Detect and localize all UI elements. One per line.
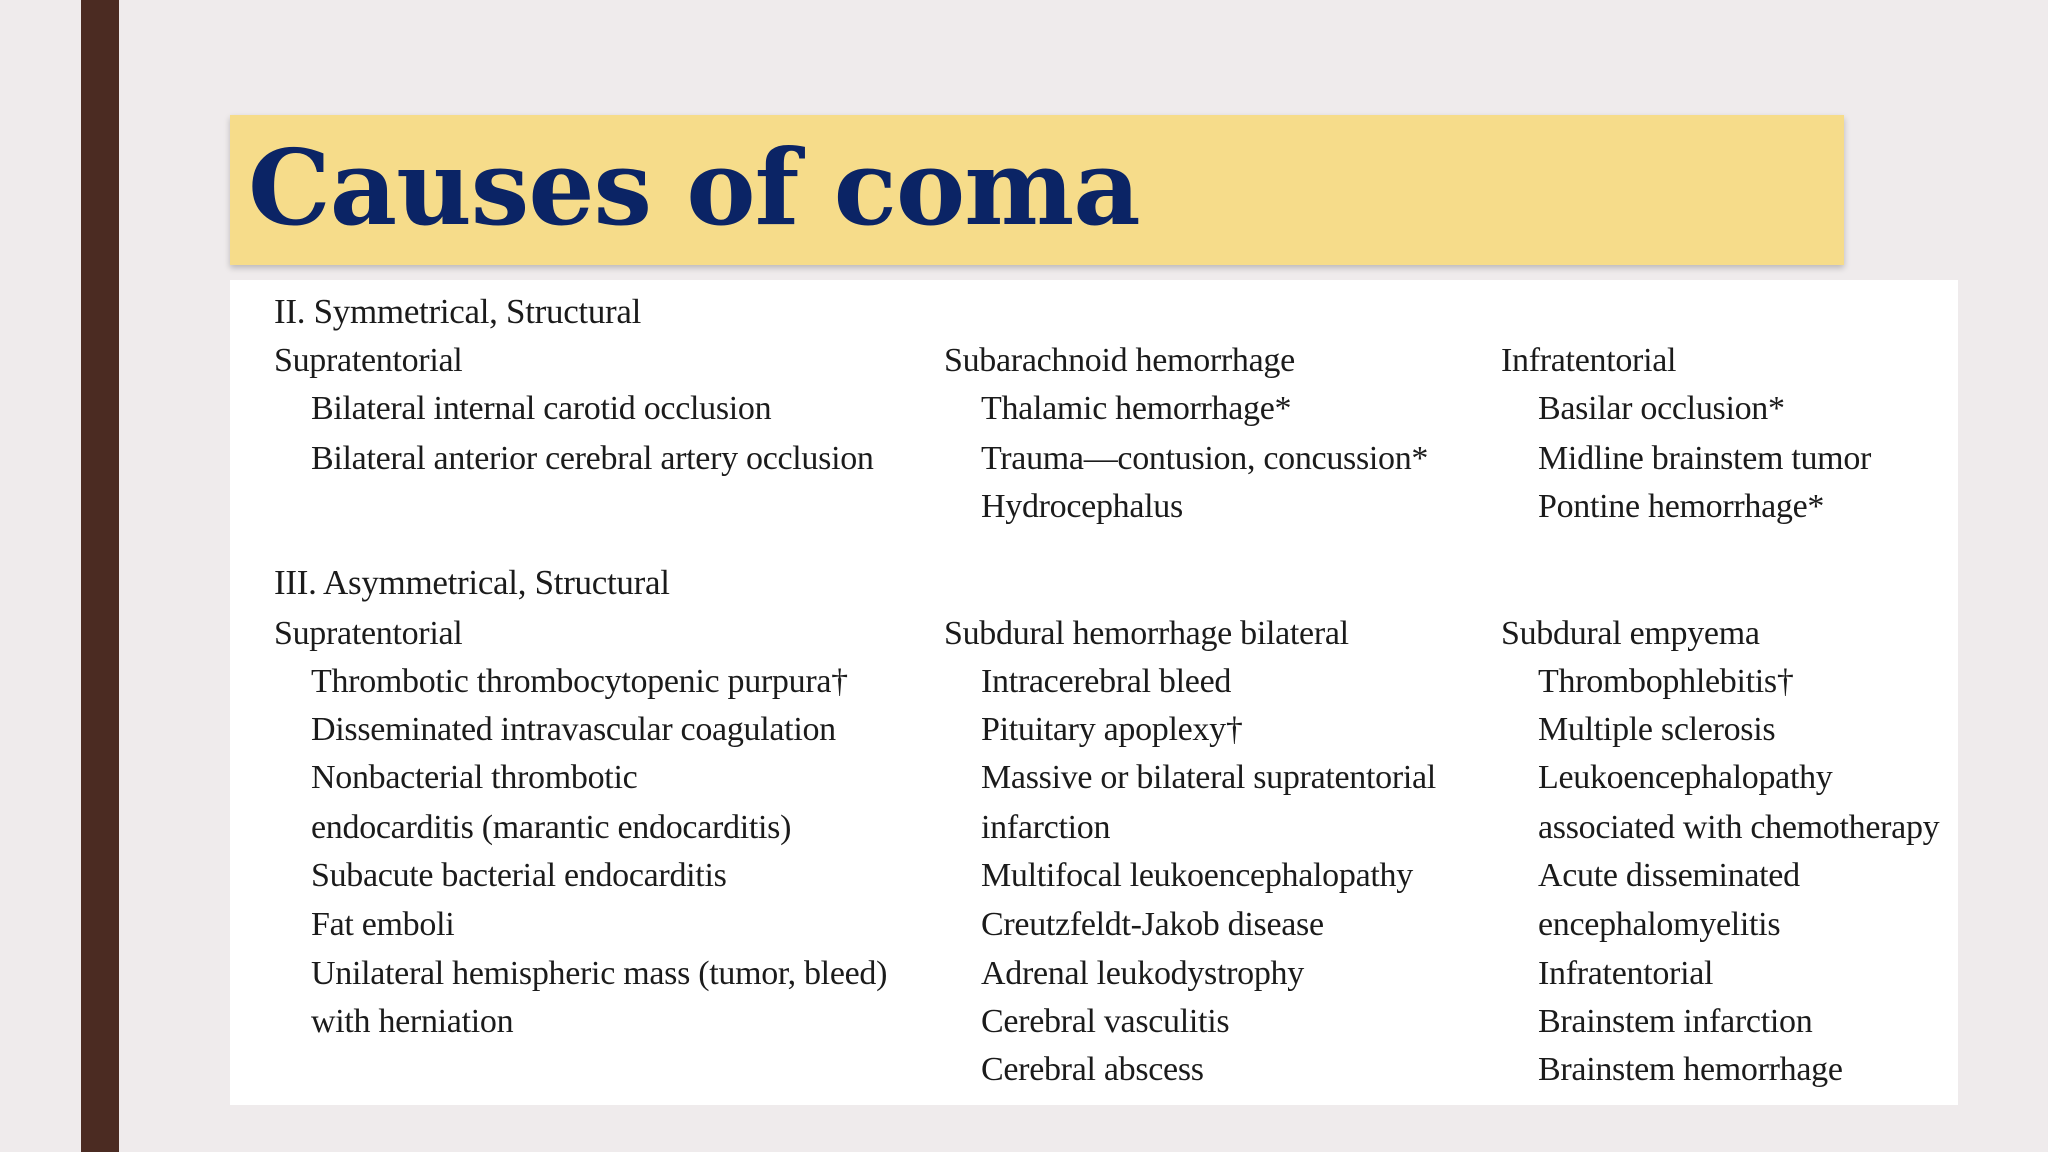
slide-title: Causes of coma xyxy=(248,126,1140,249)
section-3-col3-item: encephalomyelitis xyxy=(1538,906,1781,943)
section-2-col2-item: Hydrocephalus xyxy=(981,488,1183,525)
section-3-col2-item: Cerebral vasculitis xyxy=(981,1003,1230,1040)
section-3-col3-item: associated with chemotherapy xyxy=(1538,809,1940,846)
section-2-col3-item: Basilar occlusion* xyxy=(1538,390,1785,427)
section-3-col1-item: Nonbacterial thrombotic xyxy=(311,759,638,796)
section-2-col3-item: Pontine hemorrhage* xyxy=(1538,488,1825,525)
section-3-col1-item: Subacute bacterial endocarditis xyxy=(311,857,727,894)
title-band xyxy=(230,115,1844,265)
section-3-col1-item: Unilateral hemispheric mass (tumor, bleed) xyxy=(311,955,888,992)
section-3-col3-item: Leukoencephalopathy xyxy=(1538,759,1833,796)
section-2-col2-item: Thalamic hemorrhage* xyxy=(981,390,1292,427)
section-3-col2-item: Cerebral abscess xyxy=(981,1051,1204,1088)
section-3-col3-item: Infratentorial xyxy=(1538,955,1714,992)
section-3-col1-item: endocarditis (marantic endocarditis) xyxy=(311,809,792,846)
side-accent-bar xyxy=(81,0,119,1152)
section-3-col2-item: infarction xyxy=(981,809,1111,846)
causes-table-image xyxy=(230,280,1958,1105)
section-3-col2-header: Subdural hemorrhage bilateral xyxy=(944,615,1349,652)
section-3-col3-item: Acute disseminated xyxy=(1538,857,1800,894)
section-3-col3-item: Multiple sclerosis xyxy=(1538,711,1776,748)
section-2-col3-header: Infratentorial xyxy=(1501,342,1677,379)
section-3-col1-item: with herniation xyxy=(311,1003,514,1040)
section-3-col2-item: Creutzfeldt-Jakob disease xyxy=(981,906,1324,943)
section-3-col2-item: Multifocal leukoencephalopathy xyxy=(981,857,1413,894)
section-3-col3-item: Brainstem infarction xyxy=(1538,1003,1813,1040)
section-2-col3-item: Midline brainstem tumor xyxy=(1538,440,1872,477)
section-3-col1-header: Supratentorial xyxy=(274,615,463,652)
section-2-col1-item: Bilateral internal carotid occlusion xyxy=(311,390,772,427)
section-3-col3-item: Brainstem hemorrhage xyxy=(1538,1051,1843,1088)
section-2-col1-item: Bilateral anterior cerebral artery occlusion xyxy=(311,440,874,477)
section-3-col3-item: Thrombophlebitis† xyxy=(1538,663,1794,700)
section-3-col1-item: Disseminated intravascular coagulation xyxy=(311,711,836,748)
section-3-col3-header: Subdural empyema xyxy=(1501,615,1760,652)
section-3-col2-item: Adrenal leukodystrophy xyxy=(981,955,1304,992)
section-2-col2-item: Trauma—contusion, concussion* xyxy=(981,440,1429,477)
section-2-col2-header: Subarachnoid hemorrhage xyxy=(944,342,1295,379)
section-3-col2-item: Intracerebral bleed xyxy=(981,663,1232,700)
section-2-col1-header: Supratentorial xyxy=(274,342,463,379)
section-3-heading: III. Asymmetrical, Structural xyxy=(274,563,670,602)
section-3-col1-item: Fat emboli xyxy=(311,906,455,943)
section-2-heading: II. Symmetrical, Structural xyxy=(274,292,642,331)
section-3-col1-item: Thrombotic thrombocytopenic purpura† xyxy=(311,663,848,700)
section-3-col2-item: Pituitary apoplexy† xyxy=(981,711,1243,748)
section-3-col2-item: Massive or bilateral supratentorial xyxy=(981,759,1436,796)
